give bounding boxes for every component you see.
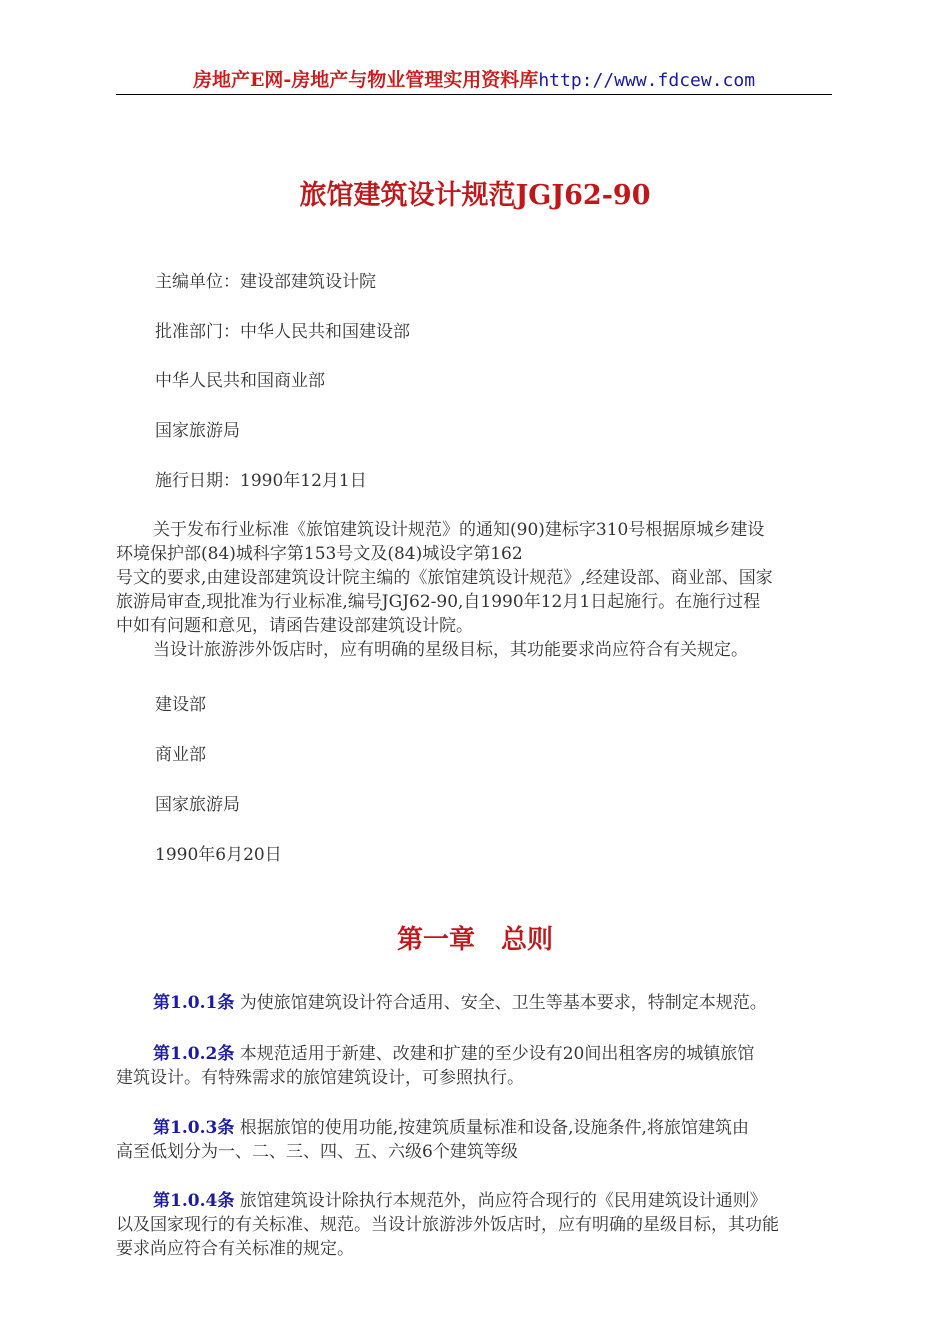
article-1-0-3 xyxy=(116,1116,836,1164)
notice-extra-line: 当设计旅游涉外饭店时，应有明确的星级目标，其功能要求尚应符合有关规定。 xyxy=(153,640,748,660)
notice-line: 中如有问题和意见，请函告建设部建筑设计院。 xyxy=(116,616,473,636)
notice-line: 旅游局审查,现批准为行业标准,编号JGJ62-90,自1990年12月1日起施行。在施行过程 xyxy=(116,592,761,612)
notice-line: 环境保护部(84)城科字第153号文及(84)城设字第162 xyxy=(116,544,523,564)
notice-line: 号文的要求,由建设部建筑设计院主编的《旅馆建筑设计规范》,经建设部、商业部、国家 xyxy=(116,568,773,588)
approver2-line: 中华人民共和国商业部 xyxy=(155,371,325,391)
article-1-0-1 xyxy=(116,991,836,1015)
document-title: 旅馆建筑设计规范JGJ62-90 xyxy=(299,180,651,211)
approver3-line: 国家旅游局 xyxy=(155,421,240,441)
article-text: 要求尚应符合有关标准的规定。 xyxy=(116,1239,354,1259)
signature-org1: 建设部 xyxy=(155,695,206,715)
signature-date: 1990年6月20日 xyxy=(155,845,282,865)
chapter-title: 第一章 总则 xyxy=(396,925,553,955)
article-1-0-2 xyxy=(116,1042,836,1090)
article-number: 第1.0.1条 xyxy=(153,993,235,1013)
article-text: 为使旅馆建筑设计符合适用、安全、卫生等基本要求，特制定本规范。 xyxy=(239,993,767,1013)
page-header xyxy=(116,66,832,95)
article-text: 本规范适用于新建、改建和扩建的至少设有20间出租客房的城镇旅馆 xyxy=(239,1044,755,1064)
article-text: 根据旅馆的使用功能,按建筑质量标准和设备,设施条件,将旅馆建筑由 xyxy=(239,1118,749,1138)
article-number: 第1.0.3条 xyxy=(153,1118,235,1138)
effective-date-line: 施行日期：1990年12月1日 xyxy=(155,471,367,491)
notice-paragraph xyxy=(116,518,836,662)
header-url-link[interactable]: http://www.fdcew.com xyxy=(538,70,756,91)
editor-line: 主编单位：建设部建筑设计院 xyxy=(155,272,376,292)
article-number: 第1.0.2条 xyxy=(153,1044,235,1064)
signature-org3: 国家旅游局 xyxy=(155,795,240,815)
article-text: 旅馆建筑设计除执行本规范外，尚应符合现行的《民用建筑设计通则》 xyxy=(239,1191,767,1211)
approver-line: 批准部门：中华人民共和国建设部 xyxy=(155,322,410,342)
article-1-0-4 xyxy=(116,1189,836,1261)
article-number: 第1.0.4条 xyxy=(153,1191,235,1211)
article-text: 高至低划分为一、二、三、四、五、六级6个建筑等级 xyxy=(116,1142,518,1162)
signature-org2: 商业部 xyxy=(155,745,206,765)
notice-line: 关于发布行业标准《旅馆建筑设计规范》的通知(90)建标字310号根据原城乡建设 xyxy=(153,520,765,540)
article-text: 建筑设计。有特殊需求的旅馆建筑设计，可参照执行。 xyxy=(116,1068,524,1088)
header-site-name: 房地产E网-房地产与物业管理实用资料库 xyxy=(192,69,539,91)
article-text: 以及国家现行的有关标准、规范。当设计旅游涉外饭店时，应有明确的星级目标，其功能 xyxy=(116,1215,779,1235)
